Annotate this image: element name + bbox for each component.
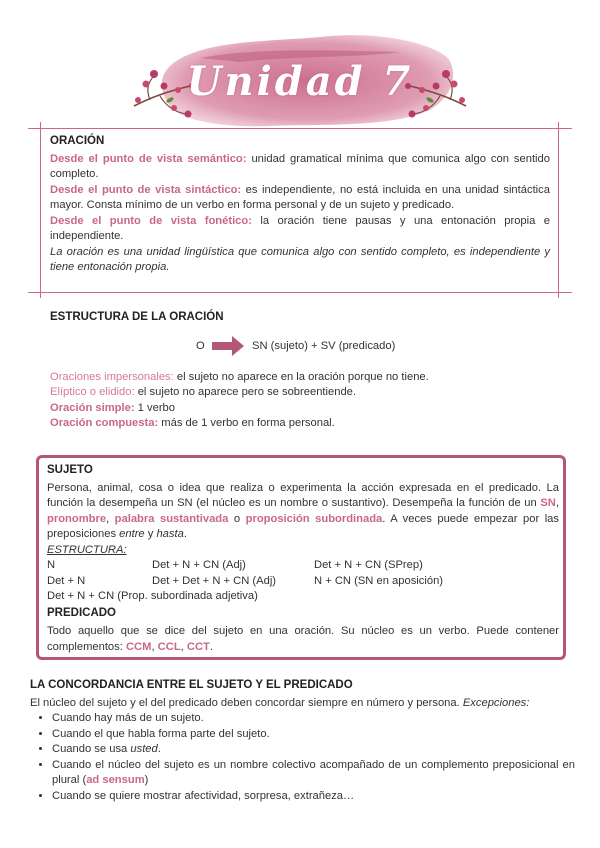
divider-left [40, 122, 41, 298]
ad-sensum-term: ad sensum [86, 774, 145, 787]
impersonales-text: el sujeto no aparece en la oración porque no tiene. [173, 370, 429, 383]
sep: , [555, 497, 559, 510]
intro-text: El núcleo del sujeto y el del predicado deben concordar siempre en número y persona. [30, 696, 463, 709]
formula [50, 334, 550, 360]
sn-term: SN [540, 497, 556, 510]
concordancia-heading: LA CONCORDANCIA ENTRE EL SUJETO Y EL PREDICADO [30, 679, 353, 691]
sep: . [209, 640, 213, 653]
fonetico-text: la oración tiene pausas y una entonación propia e independiente. [50, 214, 551, 243]
predicado-heading: PREDICADO [47, 607, 117, 620]
divider-bottom [28, 292, 572, 293]
predicado-text: Todo aquello que se dice del sujeto en una oración. Su núcleo es un verbo. Puede contener complementos: [47, 625, 559, 653]
simple-label: Oración simple: [50, 401, 135, 414]
estructura-section [50, 310, 550, 432]
ccl-term: CCL [157, 640, 181, 653]
impersonales-line [50, 370, 550, 385]
sintactico-paragraph [50, 183, 550, 214]
grid-cell: Det + Det + N + CN (Adj) [152, 574, 277, 587]
estructura-grid [47, 558, 559, 589]
grid-cell: Det + N + CN (SPrep) [314, 559, 423, 572]
sep: , [106, 512, 115, 525]
sujeto-text2: . A veces puede empezar por las preposiciones [47, 512, 559, 541]
item4-post: ) [144, 774, 149, 787]
simple-line [50, 401, 550, 416]
item4-pre: Cuando el núcleo del sujeto es un nombre colectivo acompañado de un complemento preposicional en plural ( [52, 758, 575, 787]
impersonales-label: Oraciones impersonales: [50, 370, 174, 383]
sep: . [183, 528, 187, 541]
grid-cell: Det + N [47, 574, 86, 587]
oracion-section [50, 134, 550, 275]
concordancia-section [30, 678, 575, 804]
eliptico-label: Elíptico o elidido: [50, 386, 135, 399]
compuesta-label: Oración compuesta: [50, 417, 159, 430]
palabra-term: palabra sustantivada [114, 512, 229, 525]
sujeto-paragraph [47, 481, 559, 543]
sep: y [144, 528, 157, 541]
usted-term: usted [130, 743, 158, 756]
item3-pre: Cuando se usa [52, 743, 131, 756]
sujeto-heading: SUJETO [47, 464, 93, 476]
compuesta-line [50, 416, 550, 431]
sintactico-label: Desde el punto de vista sintáctico: [50, 183, 242, 196]
sintactico-text: es independiente, no está incluida en una unidad sintáctica mayor. Consta mínimo de un verbo en forma personal y de un sujeto y predicado. [50, 183, 550, 212]
item3-post: . [157, 743, 161, 756]
divider-right [558, 122, 559, 298]
list-item: • Cuando el que habla forma parte del sujeto. [52, 727, 575, 742]
predicado-paragraph [47, 624, 559, 655]
oracion-summary: La oración es una unidad lingüística que comunica algo con sentido completo, es independiente y tiene entonación propia. [50, 245, 550, 274]
semantico-text: unidad gramatical mínima que comunica algo con sentido completo. [50, 152, 550, 181]
entre-term: entre [119, 528, 145, 541]
grid-cell: Det + N + CN (Adj) [152, 559, 246, 572]
semantico-paragraph [50, 152, 550, 183]
arrow-right-icon [210, 334, 246, 358]
proposicion-term: proposición subordinada [245, 512, 383, 525]
pronombre-term: pronombre [47, 512, 107, 525]
list-item [52, 758, 575, 789]
fonetico-label: Desde el punto de vista fonético: [50, 214, 252, 227]
simple-text: 1 verbo [134, 401, 175, 414]
formula-left: O [196, 339, 205, 352]
sujeto-text1: Persona, animal, cosa o idea que realiza o experimenta la acción expresada en el predicado. La función la desempeña un SN (el núcleo es un nombre o sustantivo). Desempeña la función de un [47, 481, 559, 510]
sep: o [228, 512, 246, 525]
estructura-heading: ESTRUCTURA DE LA ORACIÓN [50, 311, 224, 323]
divider-top [28, 128, 572, 129]
semantico-label: Desde el punto de vista semántico: [50, 152, 247, 165]
grid-cell: N [47, 559, 56, 572]
eliptico-line [50, 385, 550, 400]
list-item: • Cuando se quiere mostrar afectividad, sorpresa, extrañeza… [52, 789, 575, 804]
oracion-heading: ORACIÓN [50, 135, 105, 147]
ccm-term: CCM [125, 640, 152, 653]
grid-cell: N + CN (SN en aposición) [314, 574, 444, 587]
list-item: • Cuando hay más de un sujeto. [52, 711, 575, 726]
concordancia-intro [30, 696, 575, 711]
estructura-row3: Det + N + CN (Prop. subordinada adjetiva) [47, 590, 258, 603]
formula-right: SN (sujeto) + SV (predicado) [252, 339, 396, 352]
cct-term: CCT [186, 640, 210, 653]
list-item [52, 742, 575, 757]
sujeto-predicado-box [36, 455, 566, 660]
excepciones-list [30, 711, 575, 804]
eliptico-text: el sujeto no aparece pero se sobreentiende. [134, 386, 357, 399]
estructura-label: ESTRUCTURA: [47, 543, 127, 556]
hasta-term: hasta [156, 528, 184, 541]
compuesta-text: más de 1 verbo en forma personal. [158, 417, 335, 430]
sep: , [180, 640, 187, 653]
header [130, 28, 470, 138]
fonetico-paragraph [50, 214, 550, 245]
page-title: Unidad 7 [186, 58, 414, 105]
sep: , [151, 640, 158, 653]
sujeto-predicado-content [47, 463, 559, 655]
excepciones-label: Excepciones: [462, 696, 530, 709]
